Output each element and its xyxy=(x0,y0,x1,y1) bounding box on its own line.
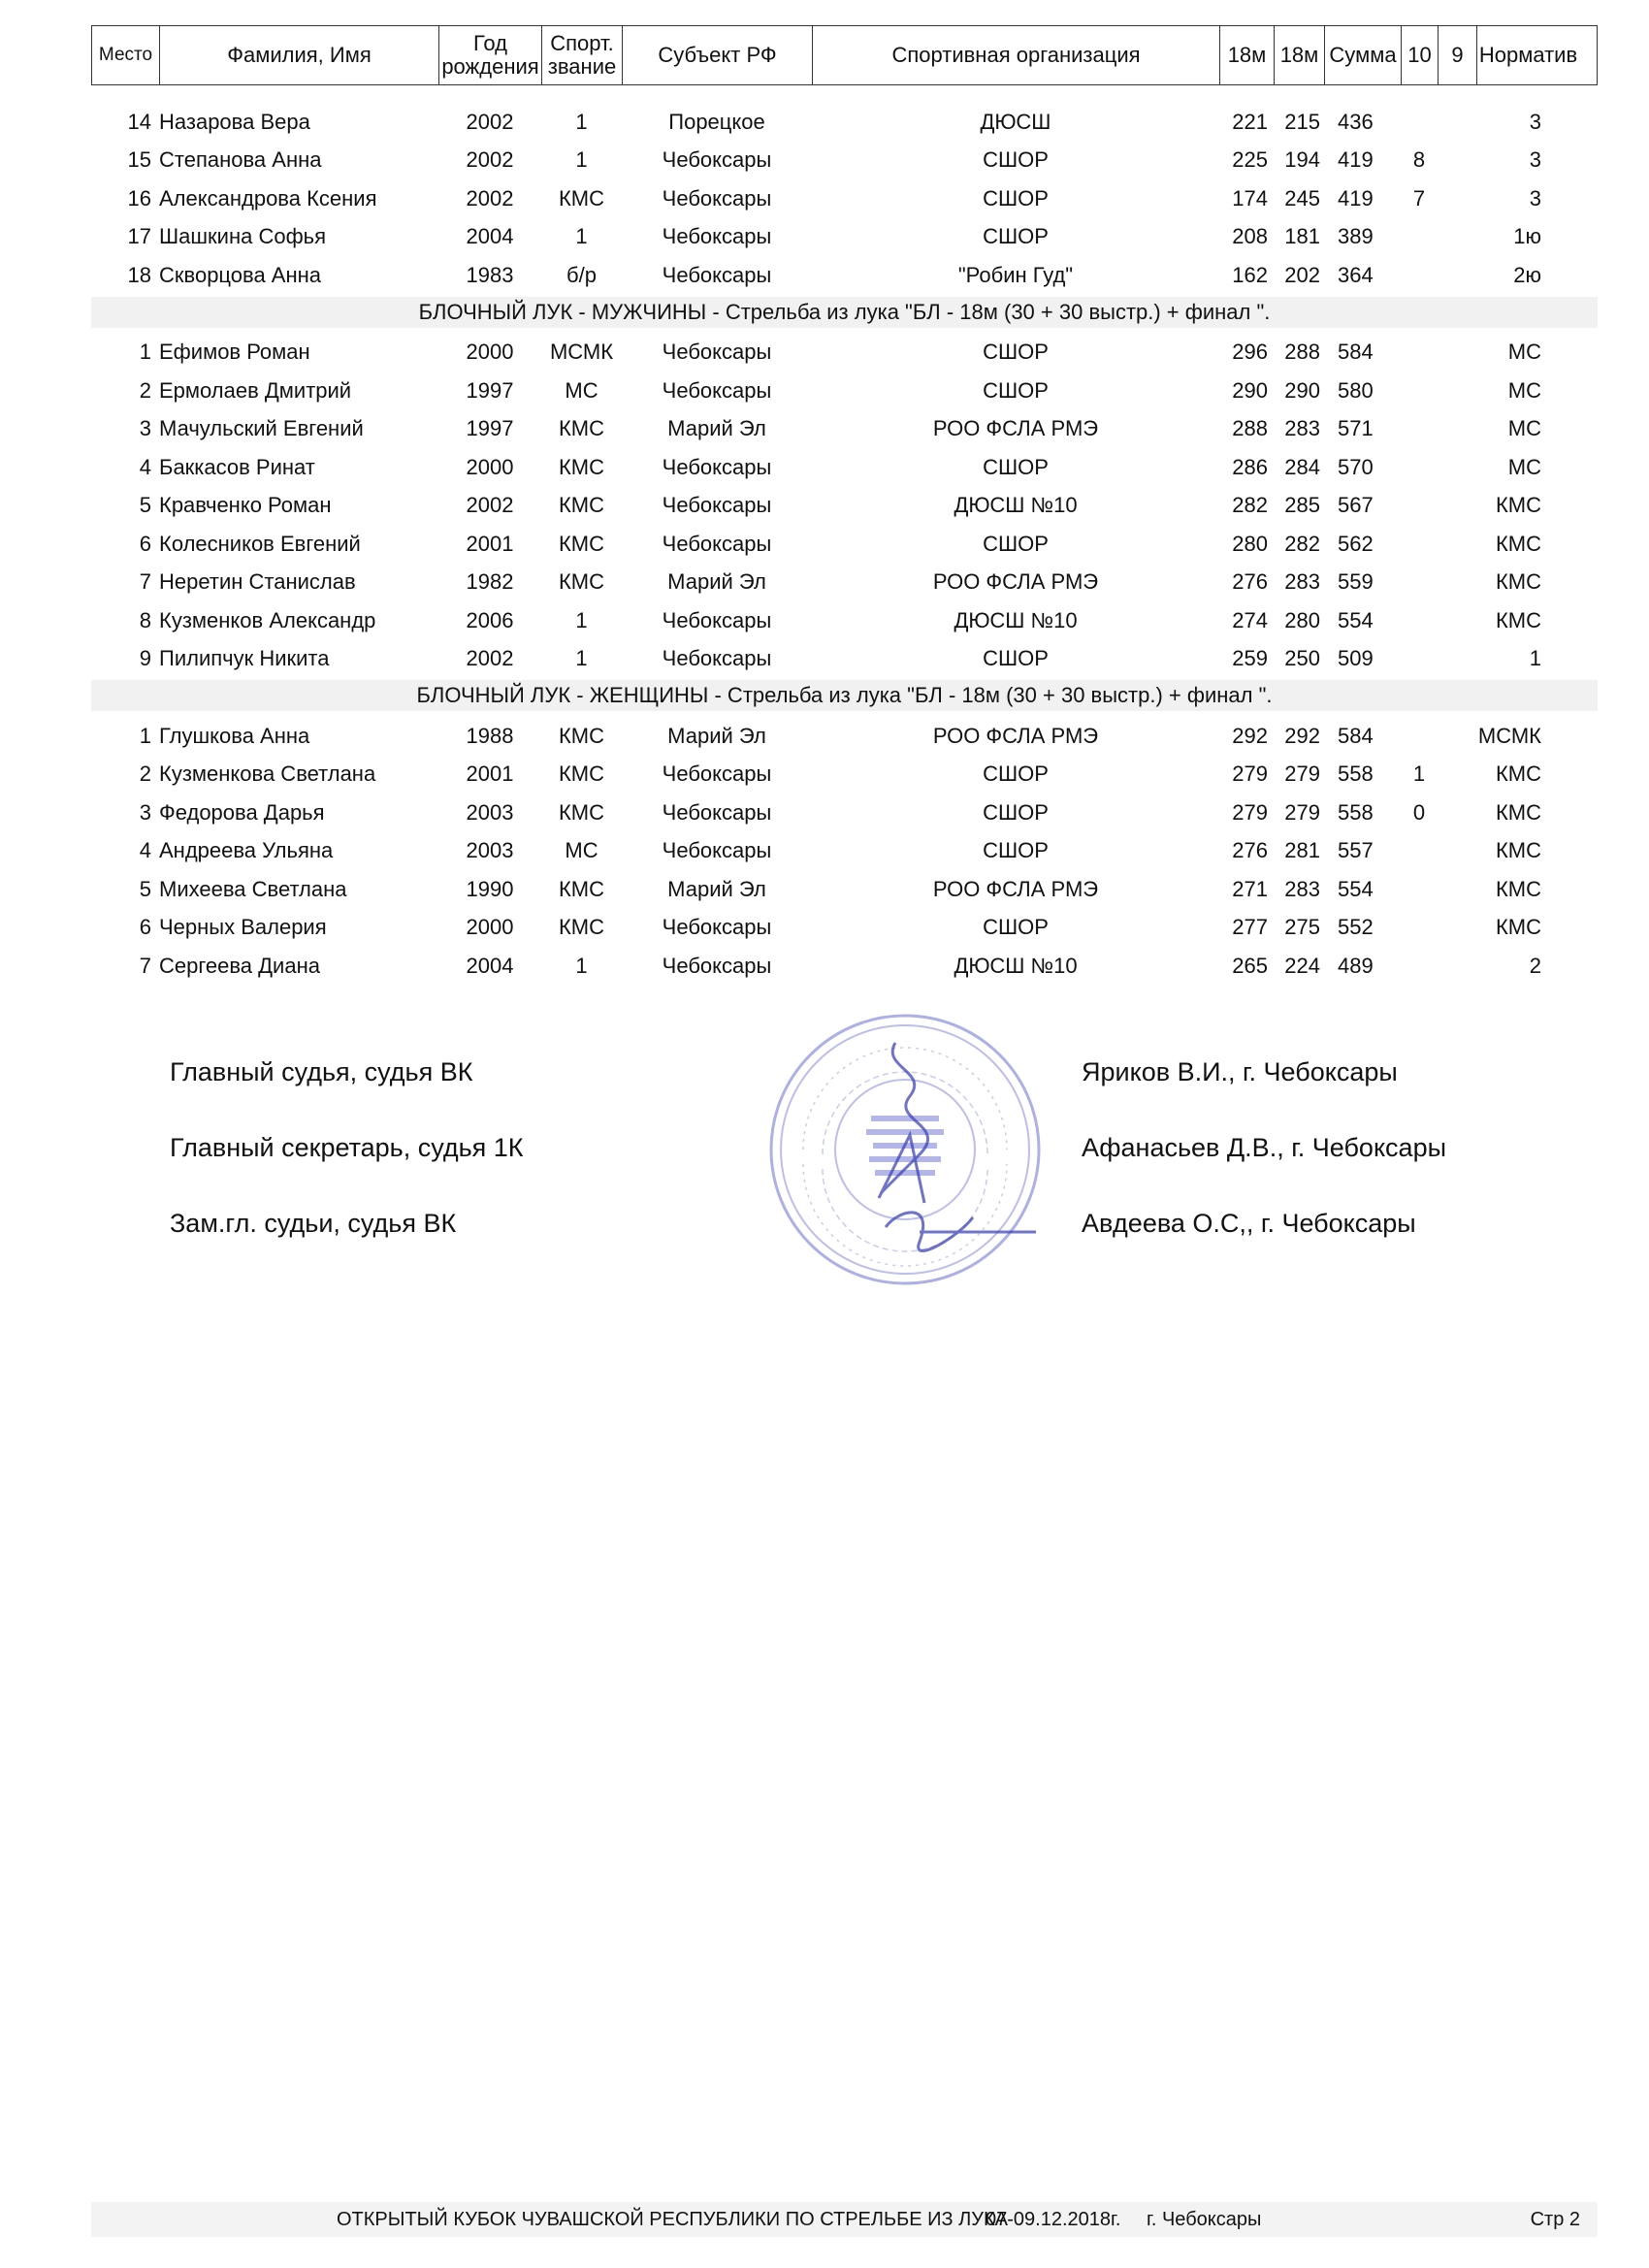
place-cell: 4 xyxy=(139,838,151,863)
norm-cell: 1 xyxy=(1529,646,1541,671)
name-cell: Черных Валерия xyxy=(159,915,327,940)
birth-year-cell: 2002 xyxy=(466,109,514,134)
header-tens: 10 xyxy=(1402,26,1439,84)
round-1-score-cell: 286 xyxy=(1232,454,1268,479)
region-cell: Марий Эл xyxy=(667,569,766,595)
sport-rank-cell: 1 xyxy=(575,646,588,671)
norm-cell: КМС xyxy=(1495,838,1541,863)
round-2-score-cell: 202 xyxy=(1284,262,1320,287)
norm-cell: КМС xyxy=(1495,761,1541,787)
table-row xyxy=(91,756,1598,794)
round-2-score-cell: 290 xyxy=(1284,377,1320,403)
birth-year-cell: 1983 xyxy=(466,262,514,287)
birth-year-cell: 2006 xyxy=(466,607,514,632)
organization-cell: СШОР xyxy=(983,454,1049,479)
round-1-score-cell: 277 xyxy=(1232,915,1268,940)
footer-title: ОТКРЫТЫЙ КУБОК ЧУВАШСКОЙ РЕСПУБЛИКИ ПО СТРЕЛЬБЕ ИЗ ЛУКА xyxy=(337,2208,1008,2230)
round-2-score-cell: 279 xyxy=(1284,761,1320,787)
organization-cell: "Робин Гуд" xyxy=(957,262,1074,287)
table-row xyxy=(91,525,1598,564)
region-cell: Чебоксары xyxy=(662,646,772,671)
region-cell: Чебоксары xyxy=(662,799,772,825)
round-2-score-cell: 215 xyxy=(1284,109,1320,134)
norm-cell: МСМК xyxy=(1477,723,1541,748)
header-org: Спортивная организация xyxy=(813,26,1220,84)
total-score-cell: 567 xyxy=(1338,493,1374,518)
round-2-score-cell: 288 xyxy=(1284,340,1320,365)
name-cell: Сергеева Диана xyxy=(159,953,320,978)
organization-cell: СШОР xyxy=(983,340,1049,365)
name-cell: Скворцова Анна xyxy=(159,262,322,287)
place-cell: 2 xyxy=(139,377,151,403)
round-1-score-cell: 292 xyxy=(1232,723,1268,748)
birth-year-cell: 2002 xyxy=(466,147,514,173)
birth-year-cell: 2000 xyxy=(466,340,514,365)
sport-rank-cell: КМС xyxy=(558,416,605,441)
round-2-score-cell: 281 xyxy=(1284,838,1320,863)
organization-cell: РОО ФСЛА РМЭ xyxy=(932,723,1099,748)
total-score-cell: 389 xyxy=(1338,224,1374,249)
round-1-score-cell: 276 xyxy=(1232,569,1268,595)
name-cell: Андреева Ульяна xyxy=(159,838,334,863)
organization-cell: СШОР xyxy=(983,838,1049,863)
header-sum: Сумма xyxy=(1325,26,1402,84)
tens-count-cell: 0 xyxy=(1412,799,1426,825)
norm-cell: КМС xyxy=(1495,531,1541,556)
round-1-score-cell: 282 xyxy=(1232,493,1268,518)
birth-year-cell: 2003 xyxy=(466,838,514,863)
page-footer xyxy=(91,2202,1598,2237)
round-1-score-cell: 259 xyxy=(1232,646,1268,671)
birth-year-cell: 1988 xyxy=(466,723,514,748)
place-cell: 16 xyxy=(127,185,151,211)
deputy-judge-name: Авдеева О.С,, г. Чебоксары xyxy=(1082,1209,1416,1238)
region-cell: Марий Эл xyxy=(667,876,766,901)
birth-year-cell: 2002 xyxy=(466,185,514,211)
sport-rank-cell: 1 xyxy=(575,953,588,978)
birth-year-cell: 1990 xyxy=(466,876,514,901)
footer-city: г. Чебоксары xyxy=(1147,2208,1262,2230)
footer-dates: 07-09.12.2018г. xyxy=(986,2208,1121,2230)
place-cell: 9 xyxy=(139,646,151,671)
region-cell: Марий Эл xyxy=(667,723,766,748)
rows-recurve-women-cont xyxy=(91,103,1598,295)
table-row xyxy=(91,334,1598,373)
name-cell: Назарова Вера xyxy=(159,109,310,134)
round-2-score-cell: 250 xyxy=(1284,646,1320,671)
region-cell: Чебоксары xyxy=(662,607,772,632)
region-cell: Чебоксары xyxy=(662,147,772,173)
round-2-score-cell: 292 xyxy=(1284,723,1320,748)
organization-cell: ДЮСШ №10 xyxy=(954,953,1078,978)
round-2-score-cell: 283 xyxy=(1284,569,1320,595)
region-cell: Чебоксары xyxy=(662,531,772,556)
organization-cell: СШОР xyxy=(983,377,1049,403)
region-cell: Порецкое xyxy=(668,109,765,134)
region-cell: Чебоксары xyxy=(662,224,772,249)
round-1-score-cell: 288 xyxy=(1232,416,1268,441)
name-cell: Пилипчук Никита xyxy=(159,646,330,671)
organization-cell: СШОР xyxy=(983,646,1049,671)
organization-cell: ДЮСШ xyxy=(980,109,1051,134)
sport-rank-cell: КМС xyxy=(558,569,605,595)
table-row xyxy=(91,870,1598,909)
name-cell: Ефимов Роман xyxy=(159,340,310,365)
sport-rank-cell: КМС xyxy=(558,454,605,479)
total-score-cell: 419 xyxy=(1338,185,1374,211)
name-cell: Федорова Дарья xyxy=(159,799,325,825)
total-score-cell: 552 xyxy=(1338,915,1374,940)
chief-secretary-role: Главный секретарь, судья 1К xyxy=(170,1133,524,1162)
norm-cell: 2ю xyxy=(1513,262,1541,287)
norm-cell: МС xyxy=(1507,377,1541,403)
organization-cell: РОО ФСЛА РМЭ xyxy=(932,569,1099,595)
sport-rank-cell: 1 xyxy=(575,109,588,134)
name-cell: Мачульский Евгений xyxy=(159,416,364,441)
round-2-score-cell: 282 xyxy=(1284,531,1320,556)
header-region: Субъект РФ xyxy=(623,26,813,84)
header-name: Фамилия, Имя xyxy=(160,26,439,84)
total-score-cell: 584 xyxy=(1338,723,1374,748)
round-2-score-cell: 194 xyxy=(1284,147,1320,173)
place-cell: 1 xyxy=(139,340,151,365)
round-1-score-cell: 290 xyxy=(1232,377,1268,403)
table-row xyxy=(91,103,1598,142)
organization-cell: ДЮСШ №10 xyxy=(954,607,1078,632)
birth-year-cell: 1997 xyxy=(466,416,514,441)
round-1-score-cell: 162 xyxy=(1232,262,1268,287)
name-cell: Кузменков Александр xyxy=(159,607,376,632)
organization-cell: РОО ФСЛА РМЭ xyxy=(932,416,1099,441)
sport-rank-cell: МС xyxy=(565,377,598,403)
sport-rank-cell: КМС xyxy=(558,876,605,901)
organization-cell: СШОР xyxy=(983,147,1049,173)
rows-compound-men xyxy=(91,334,1598,679)
name-cell: Александрова Ксения xyxy=(159,185,377,211)
birth-year-cell: 2000 xyxy=(466,454,514,479)
birth-year-cell: 2000 xyxy=(466,915,514,940)
table-row xyxy=(91,794,1598,832)
name-cell: Кравченко Роман xyxy=(159,493,332,518)
results-table xyxy=(91,103,1598,986)
header-year: Год рождения xyxy=(439,26,542,84)
sport-rank-cell: б/р xyxy=(566,262,597,287)
region-cell: Чебоксары xyxy=(662,761,772,787)
round-1-score-cell: 271 xyxy=(1232,876,1268,901)
organization-cell: РОО ФСЛА РМЭ xyxy=(932,876,1099,901)
region-cell: Чебоксары xyxy=(662,493,772,518)
sport-rank-cell: КМС xyxy=(558,723,605,748)
round-1-score-cell: 265 xyxy=(1232,953,1268,978)
name-cell: Баккасов Ринат xyxy=(159,454,315,479)
region-cell: Чебоксары xyxy=(662,377,772,403)
norm-cell: МС xyxy=(1507,416,1541,441)
norm-cell: КМС xyxy=(1495,915,1541,940)
place-cell: 15 xyxy=(127,147,151,173)
place-cell: 8 xyxy=(139,607,151,632)
norm-cell: КМС xyxy=(1495,493,1541,518)
round-1-score-cell: 280 xyxy=(1232,531,1268,556)
total-score-cell: 570 xyxy=(1338,454,1374,479)
name-cell: Колесников Евгений xyxy=(159,531,361,556)
total-score-cell: 554 xyxy=(1338,876,1374,901)
section-title-men: БЛОЧНЫЙ ЛУК - МУЖЧИНЫ - Стрельба из лука "БЛ - 18м (30 + 30 выстр.) + финал ". xyxy=(91,297,1598,328)
table-row xyxy=(91,909,1598,948)
total-score-cell: 419 xyxy=(1338,147,1374,173)
chief-secretary-name: Афанасьев Д.В., г. Чебоксары xyxy=(1082,1133,1446,1162)
total-score-cell: 509 xyxy=(1338,646,1374,671)
norm-cell: МС xyxy=(1507,454,1541,479)
round-1-score-cell: 279 xyxy=(1232,799,1268,825)
table-row xyxy=(91,717,1598,756)
total-score-cell: 489 xyxy=(1338,953,1374,978)
birth-year-cell: 2001 xyxy=(466,761,514,787)
round-2-score-cell: 275 xyxy=(1284,915,1320,940)
table-row xyxy=(91,142,1598,180)
sport-rank-cell: 1 xyxy=(575,147,588,173)
table-row xyxy=(91,256,1598,295)
table-row xyxy=(91,179,1598,218)
table-row xyxy=(91,372,1598,410)
chief-judge-role: Главный судья, судья ВК xyxy=(170,1057,473,1086)
birth-year-cell: 2001 xyxy=(466,531,514,556)
round-1-score-cell: 174 xyxy=(1232,185,1268,211)
total-score-cell: 559 xyxy=(1338,569,1374,595)
region-cell: Чебоксары xyxy=(662,838,772,863)
place-cell: 5 xyxy=(139,493,151,518)
table-row xyxy=(91,218,1598,257)
table-row xyxy=(91,601,1598,640)
organization-cell: СШОР xyxy=(983,224,1049,249)
header-round-2: 18м xyxy=(1275,26,1325,84)
rows-compound-women xyxy=(91,717,1598,986)
region-cell: Чебоксары xyxy=(662,185,772,211)
round-2-score-cell: 285 xyxy=(1284,493,1320,518)
total-score-cell: 562 xyxy=(1338,531,1374,556)
place-cell: 18 xyxy=(127,262,151,287)
round-1-score-cell: 296 xyxy=(1232,340,1268,365)
table-row xyxy=(91,832,1598,871)
header-place: Место xyxy=(92,26,160,84)
footer-page-number: Стр 2 xyxy=(1530,2208,1580,2230)
header-nines: 9 xyxy=(1439,26,1477,84)
name-cell: Глушкова Анна xyxy=(159,723,310,748)
sport-rank-cell: МСМК xyxy=(549,340,614,365)
norm-cell: МС xyxy=(1507,340,1541,365)
organization-cell: СШОР xyxy=(983,915,1049,940)
round-1-score-cell: 279 xyxy=(1232,761,1268,787)
official-stamp xyxy=(764,1009,1046,1290)
header-round-1: 18м xyxy=(1220,26,1275,84)
sport-rank-cell: 1 xyxy=(575,224,588,249)
birth-year-cell: 2003 xyxy=(466,799,514,825)
region-cell: Марий Эл xyxy=(667,416,766,441)
sport-rank-cell: КМС xyxy=(558,915,605,940)
birth-year-cell: 2004 xyxy=(466,224,514,249)
round-1-score-cell: 221 xyxy=(1232,109,1268,134)
table-row xyxy=(91,410,1598,449)
tens-count-cell: 8 xyxy=(1412,147,1426,173)
place-cell: 6 xyxy=(139,915,151,940)
norm-cell: КМС xyxy=(1495,799,1541,825)
round-1-score-cell: 208 xyxy=(1232,224,1268,249)
tens-count-cell: 1 xyxy=(1412,761,1426,787)
header-rank: Спорт. звание xyxy=(542,26,623,84)
round-1-score-cell: 276 xyxy=(1232,838,1268,863)
total-score-cell: 554 xyxy=(1338,607,1374,632)
name-cell: Неретин Станислав xyxy=(159,569,356,595)
chief-judge-name: Яриков В.И., г. Чебоксары xyxy=(1082,1057,1398,1086)
total-score-cell: 580 xyxy=(1338,377,1374,403)
place-cell: 4 xyxy=(139,454,151,479)
organization-cell: СШОР xyxy=(983,185,1049,211)
place-cell: 2 xyxy=(139,761,151,787)
total-score-cell: 436 xyxy=(1338,109,1374,134)
place-cell: 17 xyxy=(127,224,151,249)
name-cell: Кузменкова Светлана xyxy=(159,761,376,787)
table-row xyxy=(91,487,1598,526)
round-1-score-cell: 274 xyxy=(1232,607,1268,632)
total-score-cell: 584 xyxy=(1338,340,1374,365)
round-2-score-cell: 245 xyxy=(1284,185,1320,211)
sport-rank-cell: МС xyxy=(565,838,598,863)
table-row xyxy=(91,564,1598,602)
sport-rank-cell: КМС xyxy=(558,761,605,787)
place-cell: 6 xyxy=(139,531,151,556)
stamp-seal-icon xyxy=(764,1009,1046,1290)
norm-cell: 3 xyxy=(1529,185,1541,211)
organization-cell: ДЮСШ №10 xyxy=(954,493,1078,518)
deputy-judge-role: Зам.гл. судьи, судья ВК xyxy=(170,1209,457,1238)
norm-cell: КМС xyxy=(1495,569,1541,595)
total-score-cell: 364 xyxy=(1338,262,1374,287)
place-cell: 7 xyxy=(139,569,151,595)
norm-cell: КМС xyxy=(1495,876,1541,901)
norm-cell: 3 xyxy=(1529,109,1541,134)
round-2-score-cell: 280 xyxy=(1284,607,1320,632)
place-cell: 3 xyxy=(139,416,151,441)
sport-rank-cell: КМС xyxy=(558,531,605,556)
total-score-cell: 558 xyxy=(1338,799,1374,825)
table-header xyxy=(91,25,1598,85)
sport-rank-cell: КМС xyxy=(558,799,605,825)
header-norm: Норматив xyxy=(1478,43,1578,67)
birth-year-cell: 1982 xyxy=(466,569,514,595)
table-row xyxy=(91,640,1598,679)
round-1-score-cell: 225 xyxy=(1232,147,1268,173)
birth-year-cell: 1997 xyxy=(466,377,514,403)
round-2-score-cell: 283 xyxy=(1284,876,1320,901)
region-cell: Чебоксары xyxy=(662,340,772,365)
total-score-cell: 557 xyxy=(1338,838,1374,863)
place-cell: 1 xyxy=(139,723,151,748)
norm-cell: КМС xyxy=(1495,607,1541,632)
round-2-score-cell: 224 xyxy=(1284,953,1320,978)
norm-cell: 2 xyxy=(1529,953,1541,978)
section-title-women: БЛОЧНЫЙ ЛУК - ЖЕНЩИНЫ - Стрельба из лука "БЛ - 18м (30 + 30 выстр.) + финал ". xyxy=(91,680,1598,711)
organization-cell: СШОР xyxy=(983,761,1049,787)
organization-cell: СШОР xyxy=(983,531,1049,556)
place-cell: 7 xyxy=(139,953,151,978)
sport-rank-cell: КМС xyxy=(558,185,605,211)
total-score-cell: 571 xyxy=(1338,416,1374,441)
name-cell: Шашкина Софья xyxy=(159,224,327,249)
birth-year-cell: 2002 xyxy=(466,646,514,671)
region-cell: Чебоксары xyxy=(662,262,772,287)
sport-rank-cell: КМС xyxy=(558,493,605,518)
total-score-cell: 558 xyxy=(1338,761,1374,787)
name-cell: Михеева Светлана xyxy=(159,876,347,901)
round-2-score-cell: 283 xyxy=(1284,416,1320,441)
birth-year-cell: 2002 xyxy=(466,493,514,518)
place-cell: 3 xyxy=(139,799,151,825)
table-row xyxy=(91,947,1598,986)
round-2-score-cell: 284 xyxy=(1284,454,1320,479)
region-cell: Чебоксары xyxy=(662,915,772,940)
region-cell: Чебоксары xyxy=(662,454,772,479)
name-cell: Ермолаев Дмитрий xyxy=(159,377,352,403)
sport-rank-cell: 1 xyxy=(575,607,588,632)
round-2-score-cell: 181 xyxy=(1284,224,1320,249)
place-cell: 14 xyxy=(127,109,151,134)
birth-year-cell: 2004 xyxy=(466,953,514,978)
name-cell: Степанова Анна xyxy=(159,147,322,173)
region-cell: Чебоксары xyxy=(662,953,772,978)
norm-cell: 3 xyxy=(1529,147,1541,173)
norm-cell: 1ю xyxy=(1513,224,1541,249)
place-cell: 5 xyxy=(139,876,151,901)
round-2-score-cell: 279 xyxy=(1284,799,1320,825)
tens-count-cell: 7 xyxy=(1412,185,1426,211)
organization-cell: СШОР xyxy=(983,799,1049,825)
table-row xyxy=(91,448,1598,487)
